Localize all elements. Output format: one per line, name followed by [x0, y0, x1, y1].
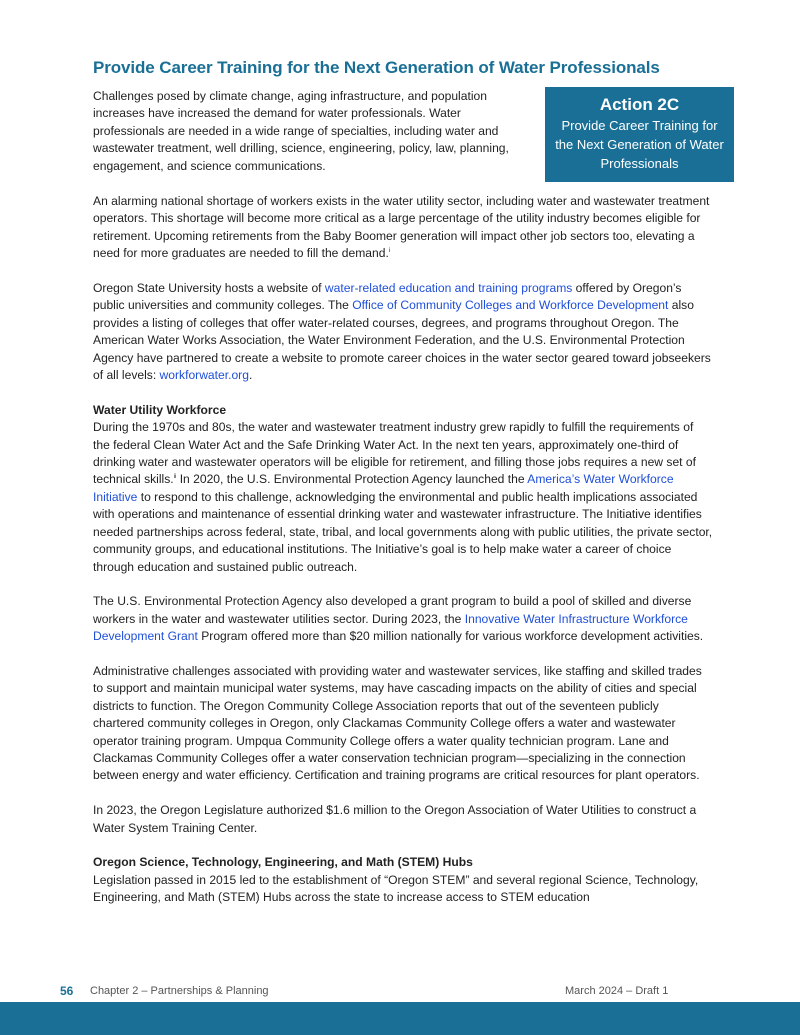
link-office-community-colleges[interactable]: Office of Community Colleges and Workforce Development	[352, 298, 669, 313]
paragraph-text: also provides a listing of colleges that offer water-related courses, degrees, and programs throughout Oregon. The American Water Works Association, the Water Environment Federation, and the U.S. Environmental Protection Agency have partnered to create a website to promote career choices in the water sector geared toward jobseekers of all levels:	[93, 298, 711, 383]
link-education-programs[interactable]: water-related education and training programs	[324, 281, 573, 296]
paragraph-stem-hubs: Legislation passed in 2015 led to the establishment of “Oregon STEM” and several regional Science, Technology, Engineering, and Math (STEM) Hubs across the state to increase access to STEM education	[93, 872, 699, 905]
paragraph-text: offered by Oregon’s public universities and community colleges. The	[93, 281, 682, 313]
paragraph-utility-workforce	[93, 419, 713, 576]
paragraph-text: In 2020, the U.S. Environmental Protection Agency launched the	[176, 472, 528, 487]
paragraph-workforce-shortage	[93, 193, 713, 263]
section-heading: Water Utility Workforce	[93, 402, 227, 417]
paragraph-administrative-challenges: Administrative challenges associated with providing water and wastewater services, like staffing and skilled trades to support and maintain municipal water systems, may have cascading impacts on the ability of cities and special districts to function. The Oregon Community College Association reports that out of the seventeen publicly chartered community colleges in Oregon, only Clackamas Community College offers a water and wastewater operator training program. Umpqua Community College offers a water quality technician program. Lane and Clackamas Community Colleges offer a water conservation technician program—specializing in the connection between energy and water efficiency. Certification and training programs are critical resources for plant operators.	[93, 663, 702, 783]
page-title: Provide Career Training for the Next Generation of Water Professionals	[93, 58, 660, 77]
link-workforce-grant[interactable]: Innovative Water Infrastructure Workforce Development Grant	[93, 611, 688, 644]
paragraph-text: The U.S. Environmental Protection Agency also developed a grant program to build a pool of skilled and diverse workers in the water and wastewater utilities sector. During 2023, the	[93, 594, 692, 626]
footer-date: March 2024 – Draft 1	[565, 985, 669, 997]
link-water-workforce-initiative[interactable]: America’s Water Workforce Initiative	[93, 472, 674, 504]
paragraph-text: An alarming national shortage of workers exists in the water utility sector, including water and wastewater treatment operators. This shortage will become more critical as a large percentage of the utility industry becomes eligible for retirement. Upcoming retirements from the Baby Boomer generation will impact other job sectors too, elevating a need for more graduates are needed to fill the demand.	[93, 194, 710, 261]
paragraph-legislature-funding: In 2023, the Oregon Legislature authorized $1.6 million to the Oregon Association of Water Utilities to construct a Water System Training Center.	[93, 803, 697, 835]
paragraph-text: Program offered more than $20 million nationally for various workforce development activities.	[197, 629, 704, 644]
action-callout-subtitle: Provide Career Training for the Next Generation of Water Professionals	[555, 118, 724, 171]
paragraph-text: Oregon State University hosts a website of	[93, 281, 325, 296]
endnote-marker[interactable]: i	[388, 248, 391, 255]
paragraph-text: to respond to this challenge, acknowledging the environmental and public health implications associated with operations and maintenance of essential drinking water and wastewater infrastructure. The Initiative identifies needed partnerships across federal, state, tribal, and local governments along with public utilities, the private sector, community groups, and educational institutions. The Initiative’s goal is to help make water a career of choice through education and sustained public outreach.	[93, 489, 713, 574]
section-water-utility-workforce	[93, 402, 713, 576]
action-callout-title: Action 2C	[599, 95, 680, 114]
page-number: 56	[60, 984, 74, 998]
intro-paragraph: Challenges posed by climate change, aging infrastructure, and population increases have increased the demand for water professionals. Water professionals are needed in a wide range of specialties, including water and wastewater treatment, well drilling, science, engineering, policy, law, planning, engagement, and science communications.	[93, 89, 509, 173]
section-stem-hubs	[93, 854, 713, 906]
action-callout-box	[545, 87, 734, 182]
endnote-marker[interactable]: ii	[173, 474, 177, 481]
paragraph-epa-grant	[93, 593, 713, 645]
paragraph-osu-programs	[93, 280, 713, 384]
paragraph-text: .	[248, 368, 253, 383]
footer-chapter: Chapter 2 – Partnerships & Planning	[90, 985, 269, 997]
page-footer	[0, 984, 800, 998]
section-heading: Oregon Science, Technology, Engineering, and Math (STEM) Hubs	[93, 855, 473, 870]
main-body	[93, 193, 713, 924]
footer-color-bar	[0, 1002, 800, 1035]
paragraph-text: During the 1970s and 80s, the water and wastewater treatment industry grew rapidly to fulfill the requirements of the federal Clean Water Act and the Safe Drinking Water Act. In the next ten years, approximately one-third of drinking water and wastewater operators will be eligible for retirement, and filling those jobs requires a new set of technical skills.	[93, 420, 696, 487]
link-workforwater[interactable]: workforwater.org	[159, 368, 249, 383]
